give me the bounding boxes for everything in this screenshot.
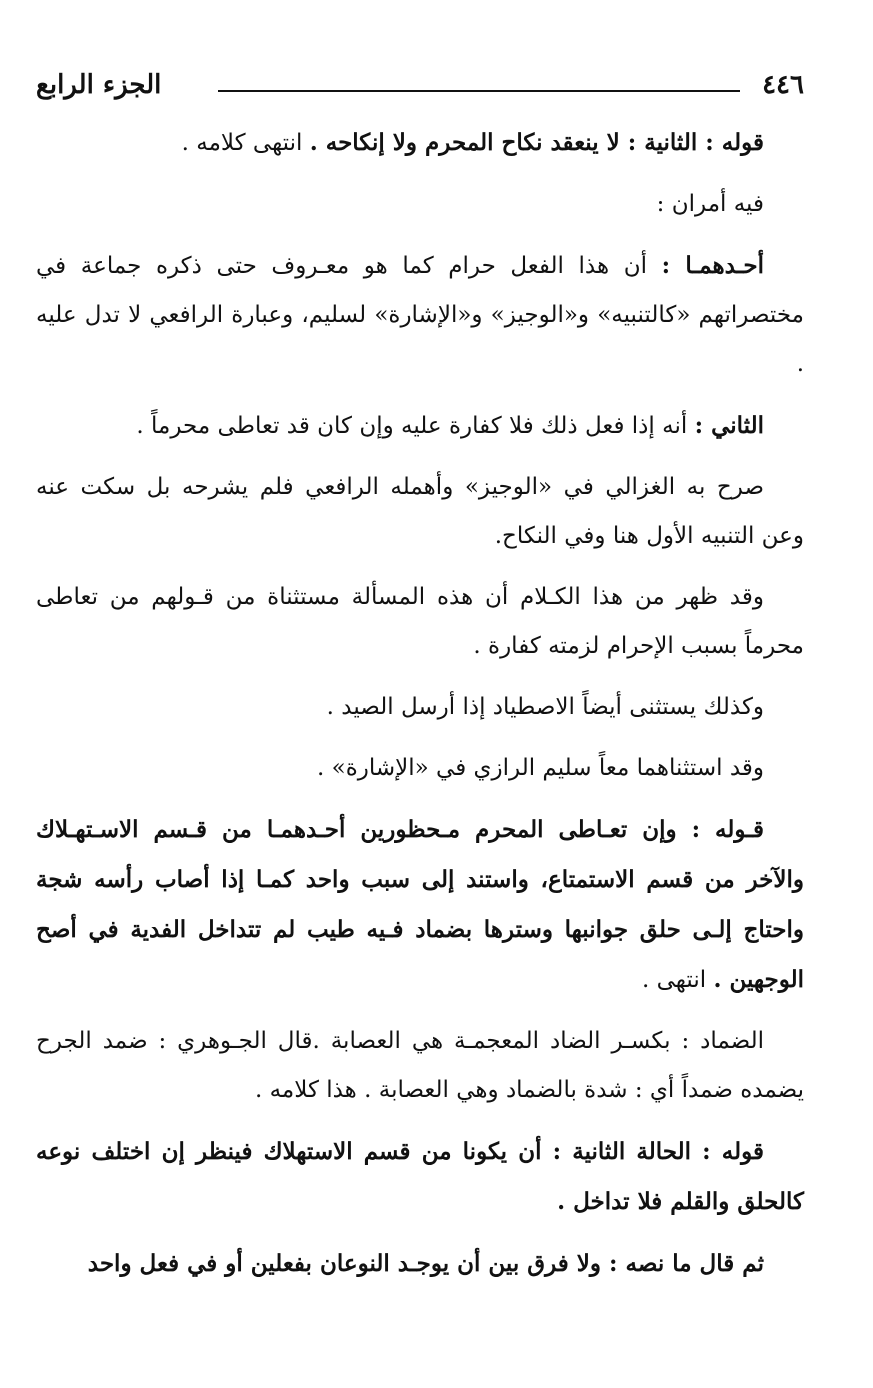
paragraph-8: [36, 744, 804, 793]
paragraph-1: [36, 118, 804, 168]
paragraph-11: [36, 1127, 804, 1227]
paragraph-4: [36, 401, 804, 451]
paragraph-8-text: وقد استثناهما معاً سليم الرازي في «الإشارة» .: [317, 755, 764, 781]
paragraph-5: [36, 463, 804, 561]
paragraph-12: [36, 1239, 804, 1289]
paragraph-4-label: الثاني :: [694, 412, 764, 439]
paragraph-6: [36, 573, 804, 671]
paragraph-9-label: قـوله : وإن تعـاطى المحرم مـحظورين أحـدهمـا من قـسم الاسـتهـلاك والآخر من قسم الاستمتاع، واستند إلى سبب واحد كمـا إذا أصاب رأسه شجة واحتاج إلـى حلق جوانبها وسترها بضماد فـيه طيب لم تتداخل الفدية في أصح الوجهين .: [36, 816, 804, 993]
volume-title: الجزء الرابع: [36, 70, 162, 100]
paragraph-11-label: قوله : الحالة الثانية : أن يكونا من قسم الاستهلاك فينظر إن اختلف نوعه كالحلق والقلم فلا تداخل .: [36, 1138, 804, 1215]
paragraph-1-text: انتهى كلامه .: [181, 130, 310, 156]
paragraph-3-label: أحـدهمـا :: [661, 252, 764, 279]
header-rule: [218, 90, 740, 92]
page-number: ٤٤٦: [762, 70, 804, 100]
paragraph-9: [36, 805, 804, 1005]
paragraph-7-text: وكذلك يستثنى أيضاً الاصطياد إذا أرسل الصيد .: [326, 694, 764, 720]
paragraph-6-text: وقد ظهر من هذا الكـلام أن هذه المسألة مستثناة من قـولهم من تعاطى محرماً بسبب الإحرام لزمته كفارة .: [36, 584, 804, 659]
paragraph-2: [36, 180, 804, 229]
page-body: [36, 118, 804, 1301]
paragraph-9-text: انتهى .: [642, 967, 714, 993]
paragraph-2-text: فيه أمران :: [656, 191, 764, 217]
paragraph-5-text: صرح به الغزالي في «الوجيز» وأهمله الرافعي فلم يشرحه بل سكت عنه وعن التنبيه الأول هنا وفي النكاح.: [36, 474, 804, 549]
paragraph-3-text: أن هذا الفعل حرام كما هو معـروف حتى ذكره جماعة في مختصراتهم «كالتنبيه» و«الوجيز» و«الإشارة» لسليم، وعبارة الرافعي لا تدل عليه .: [36, 253, 804, 377]
paragraph-4-text: أنه إذا فعل ذلك فلا كفارة عليه وإن كان قد تعاطى محرماً .: [136, 413, 695, 439]
paragraph-7: [36, 683, 804, 732]
paragraph-10-text: الضماد : بكسـر الضاد المعجمـة هي العصابة .قال الجـوهري : ضمد الجرح يضمده ضمداً أي : شدة بالضماد وهي العصابة . هذا كلامه .: [36, 1028, 804, 1103]
paragraph-12-label: ثم قال ما نصه : ولا فرق بين أن يوجـد النوعان بفعلين أو في فعل واحد: [87, 1250, 764, 1277]
paragraph-1-label: قوله : الثانية : لا ينعقد نكاح المحرم ولا إنكاحه .: [309, 129, 764, 156]
paragraph-10: [36, 1017, 804, 1115]
running-header: [36, 66, 804, 114]
paragraph-3: [36, 241, 804, 389]
